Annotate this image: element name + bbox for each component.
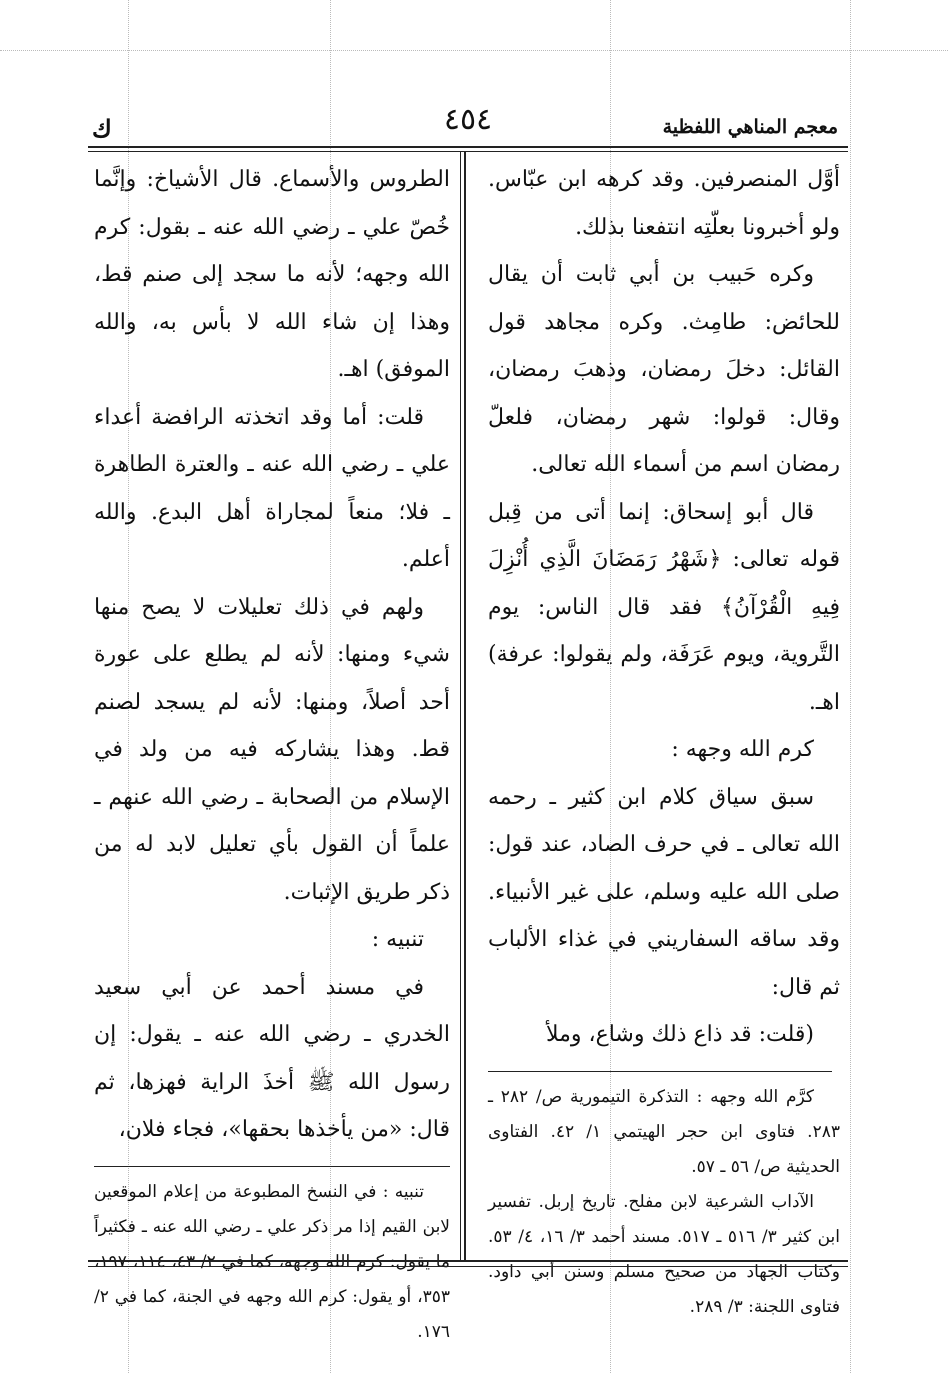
column-divider — [464, 152, 466, 1260]
paragraph: (قلت: قد ذاع ذلك وشاع، وملأ — [545, 1022, 814, 1047]
bottom-rule-thin — [88, 1266, 848, 1267]
left-footnotes — [94, 1175, 450, 1350]
right-column-body — [488, 156, 840, 1059]
header-rule-thin — [88, 151, 848, 152]
paragraph: الطروس والأسماع. قال الأشياخ: وإنَّما خُصّ علي ـ رضي الله عنه ـ بقول: كرم الله وجهه؛ لأنه ما سجد إلى صنم قط، وهذا إن شاء الله لا بأس به، والله الموفق) اهـ. — [94, 167, 450, 382]
paragraph: أوَّل المنصرفين. وقد كرهه ابن عبّاس. ولو أخبرونا بعلّتِه انتفعنا بذلك. — [488, 167, 840, 240]
left-column — [94, 156, 450, 1350]
footnote-rule — [94, 1166, 450, 1167]
right-column — [488, 156, 840, 1325]
running-title: معجم المناهي اللفظية — [662, 116, 838, 138]
footnote: كرَّم الله وجهه : التذكرة التيمورية ص/ ٢٨٢ ـ ٢٨٣. فتاوى ابن حجر الهيتمي ١/ ٤٢. الفتاوى الحديثية ص/ ٥٦ ـ ٥٧. — [488, 1086, 840, 1177]
column-divider-thin — [460, 152, 461, 1260]
header-rule — [88, 146, 848, 148]
scan-guide-line — [850, 0, 851, 1373]
scan-guide-line — [0, 50, 948, 51]
paragraph: سبق سياق كلام ابن كثير ـ رحمه الله تعالى ـ في حرف الصاد، عند قول: صلى الله عليه وسلم، على غير الأنبياء. وقد ساقه السفاريني في غذاء الألباب ثم قال: — [488, 784, 840, 1000]
right-footnotes — [488, 1080, 840, 1325]
footnote-rule — [488, 1071, 832, 1072]
left-column-body — [94, 156, 450, 1154]
paragraph: وكره حَبيب بن أبي ثابت أن يقال للحائض: طامِث. وكره مجاهد قول القائل: دخلَ رمضان، وذهبَ رمضان، وقال: قولوا: شهر رمضان، فلعلّ رمضان اسم من أسماء الله تعالى. — [488, 262, 840, 477]
paragraph: في مسند أحمد عن أبي سعيد الخدري ـ رضي الله عنه ـ يقول: إن رسول الله ﷺ أخذَ الراية فهزها، ثم قال: «من يأخذها بحقها»، فجاء فلان، — [94, 974, 450, 1142]
bottom-rule — [88, 1260, 848, 1262]
paragraph: ولهم في ذلك تعليلات لا يصح منها شيء ومنها: لأنه لم يطلع على عورة أحد أصلاً، ومنها: لأنه لم يسجد لصنم قط. وهذا يشاركه فيه من ولد في الإسلام من الصحابة ـ رضي الله عنهم ـ علماً أن القول بأي تعليل لابد له من ذكر طريق الإثبات. — [94, 594, 450, 905]
footnote: الآداب الشرعية لابن مفلح. تاريخ إربل. تفسير ابن كثير ٣/ ٥١٦ ـ ٥١٧. مسند أحمد ٣/ ١٦، ٤/ ٥٣. وكتاب الجهاد من صحيح مسلم وسنن أبي داود. فتاوى اللجنة: ٣/ ٢٨٩. — [488, 1191, 841, 1317]
entry-heading: تنبيه : — [371, 927, 424, 952]
page-header — [88, 100, 848, 144]
book-page — [88, 100, 848, 1342]
page-number: ٤٥٤ — [443, 102, 493, 137]
paragraph: قلت: أما وقد اتخذته الرافضة أعداء علي ـ رضي الله عنه ـ والعترة الطاهرة ـ فلا؛ منعاً لمجاراة أهل البدع. والله أعلم. — [94, 404, 450, 572]
entry-heading: كرم الله وجهه : — [671, 737, 814, 762]
paragraph: قال أبو إسحاق: إنما أتى من قِبل قوله تعالى: ﴿شَهْرُ رَمَضَانَ الَّذِي أُنْزِلَ فِيهِ الْقُرْآنُ﴾ فقد قال الناس: يوم التَّروية، ويوم عَرَفَة، ولم يقولوا: عرفة) اهـ. — [488, 499, 840, 715]
footnote: تنبيه : في النسخ المطبوعة من إعلام الموقعين لابن القيم إذا مر ذكر علي ـ رضي الله عنه ـ فكثيراً ما يقول: كرم الله وجهه، كما في ٢/ ٤٣، ١١٤، ١٩٧، ٣٥٣، أو يقول: كرم الله وجهه في الجنة، كما في ٢/ ١٧٦. — [94, 1181, 451, 1342]
section-letter: ك — [92, 114, 112, 143]
